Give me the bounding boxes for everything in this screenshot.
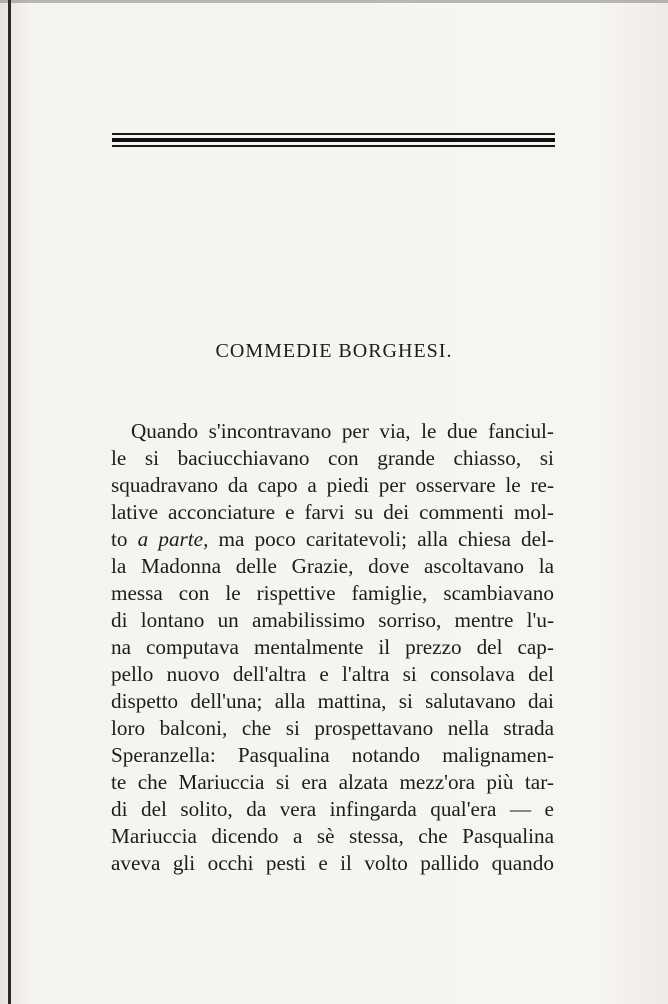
word: lative <box>111 500 159 524</box>
word: e <box>285 500 295 524</box>
word: parte, <box>158 527 209 551</box>
text-line <box>111 580 554 607</box>
word: e <box>318 851 328 875</box>
word: caritatevoli; <box>305 527 408 551</box>
word: quando <box>491 851 554 875</box>
text-line <box>111 715 554 742</box>
word: a <box>137 527 149 551</box>
text-line <box>111 796 554 823</box>
word: si <box>402 662 417 686</box>
word: baciucchiavano <box>177 446 310 470</box>
word: del- <box>521 527 554 551</box>
word: dicendo <box>211 824 279 848</box>
text-line <box>111 742 554 769</box>
word: ascoltavano <box>423 554 524 578</box>
word: stessa, <box>349 824 404 848</box>
word: di <box>111 608 128 632</box>
word: del <box>140 797 167 821</box>
word: l'altra <box>342 662 390 686</box>
word: mentre <box>454 608 514 632</box>
word: mentalmente <box>253 635 364 659</box>
word: il <box>340 851 352 875</box>
text-line <box>111 850 554 877</box>
word: famiglie, <box>351 581 428 605</box>
word: Speranzella: <box>111 743 216 767</box>
word: del <box>476 635 503 659</box>
header-rule-thin-bottom <box>112 145 555 147</box>
word: le <box>505 473 521 497</box>
word: acconciature <box>168 500 276 524</box>
word: commenti <box>419 500 504 524</box>
word: dell'una; <box>190 689 263 713</box>
text-line <box>111 526 554 553</box>
word: dispetto <box>111 689 179 713</box>
word: amabilissimo <box>252 608 366 632</box>
word: Quando <box>131 419 199 443</box>
word: computava <box>145 635 239 659</box>
word: le <box>225 581 241 605</box>
word: la <box>538 554 554 578</box>
word: delle <box>235 554 277 578</box>
word: qual'era <box>430 797 497 821</box>
word: Pasqualina <box>462 824 554 848</box>
text-line <box>111 607 554 634</box>
word: pesti <box>265 851 306 875</box>
word: le <box>421 419 437 443</box>
word: con <box>328 446 359 470</box>
word: rispettive <box>256 581 336 605</box>
text-line <box>111 472 554 499</box>
word: Pasqualina <box>237 743 330 767</box>
word: to <box>111 527 128 551</box>
word: a <box>307 473 317 497</box>
word: re- <box>530 473 554 497</box>
word: alzata <box>338 770 389 794</box>
word: più <box>486 770 514 794</box>
word: chiasso, <box>453 446 522 470</box>
word: tar- <box>524 770 554 794</box>
word: alla <box>274 689 306 713</box>
word: per <box>378 473 406 497</box>
header-rule-thick <box>112 138 555 142</box>
word: mezz'ora <box>399 770 476 794</box>
word: Mariuccia <box>178 770 265 794</box>
word: mol- <box>513 500 554 524</box>
word: nuovo <box>166 662 220 686</box>
word: dell'altra <box>232 662 307 686</box>
word: la <box>111 554 127 578</box>
word: solito, <box>180 797 233 821</box>
word: pallido <box>420 851 480 875</box>
word: Madonna <box>141 554 222 578</box>
word: balconi, <box>159 716 228 740</box>
word: che <box>241 716 272 740</box>
word: gli <box>172 851 196 875</box>
word: volto <box>364 851 408 875</box>
word: malignamen- <box>442 743 554 767</box>
word: notando <box>351 743 421 767</box>
word: Grazie, <box>291 554 354 578</box>
word: del <box>528 662 554 686</box>
word: l'u- <box>526 608 554 632</box>
word: aveva <box>111 851 161 875</box>
word: si <box>144 446 160 470</box>
word: chiesa <box>457 527 511 551</box>
text-line <box>111 661 554 688</box>
word: scambiavano <box>443 581 554 605</box>
word: su <box>354 500 374 524</box>
word: e <box>544 797 554 821</box>
word: vera <box>279 797 317 821</box>
word: sè <box>316 824 335 848</box>
word: due <box>446 419 478 443</box>
word: via, <box>379 419 411 443</box>
text-line <box>111 418 554 445</box>
word: si <box>285 716 300 740</box>
text-line <box>111 688 554 715</box>
word: loro <box>111 716 146 740</box>
word: si <box>539 446 554 470</box>
word: da <box>246 797 267 821</box>
word: strada <box>503 716 554 740</box>
word: Mariuccia <box>111 824 197 848</box>
word: grande <box>377 446 435 470</box>
chapter-title: COMMEDIE BORGHESI. <box>215 340 453 362</box>
page-top-edge <box>0 0 668 3</box>
word: un <box>217 608 239 632</box>
text-line <box>111 823 554 850</box>
text-line <box>111 445 554 472</box>
word: occhi <box>207 851 254 875</box>
word: dove <box>368 554 410 578</box>
word: lontano <box>140 608 205 632</box>
text-line <box>111 769 554 796</box>
word: sorriso, <box>378 608 442 632</box>
word: poco <box>254 527 296 551</box>
word: na <box>111 635 131 659</box>
word: — <box>509 797 532 821</box>
word: pello <box>111 662 154 686</box>
binding-edge <box>8 0 11 1004</box>
word: infingarda <box>329 797 417 821</box>
word: piedi <box>326 473 369 497</box>
word: per <box>341 419 369 443</box>
word: prezzo <box>405 635 462 659</box>
word: prospettavano <box>314 716 434 740</box>
word: il <box>378 635 391 659</box>
word: nella <box>447 716 489 740</box>
word: consolava <box>430 662 515 686</box>
header-ornament-rules <box>112 133 555 150</box>
word: fanciul- <box>488 419 554 443</box>
word: capo <box>257 473 298 497</box>
word: mattina, <box>317 689 387 713</box>
word: dai <box>528 689 554 713</box>
word: si <box>275 770 290 794</box>
word: squadravano <box>111 473 219 497</box>
text-line <box>111 634 554 661</box>
word: ma <box>218 527 245 551</box>
word: che <box>137 770 168 794</box>
word: era <box>301 770 328 794</box>
text-line <box>111 553 554 580</box>
word: a <box>292 824 303 848</box>
word: le <box>111 446 127 470</box>
header-rule-thin-top <box>112 133 555 135</box>
word: che <box>418 824 448 848</box>
word: osservare <box>415 473 496 497</box>
word: con <box>178 581 210 605</box>
word: si <box>398 689 413 713</box>
paragraph <box>111 418 554 877</box>
word: di <box>111 797 128 821</box>
word: alla <box>417 527 448 551</box>
word: dei <box>383 500 410 524</box>
word: e <box>319 662 329 686</box>
word: farvi <box>304 500 345 524</box>
word: messa <box>111 581 163 605</box>
word: cap- <box>517 635 554 659</box>
word: salutavano <box>425 689 516 713</box>
word: s'incontravano <box>208 419 332 443</box>
word: te <box>111 770 127 794</box>
text-line <box>111 499 554 526</box>
word: da <box>227 473 248 497</box>
